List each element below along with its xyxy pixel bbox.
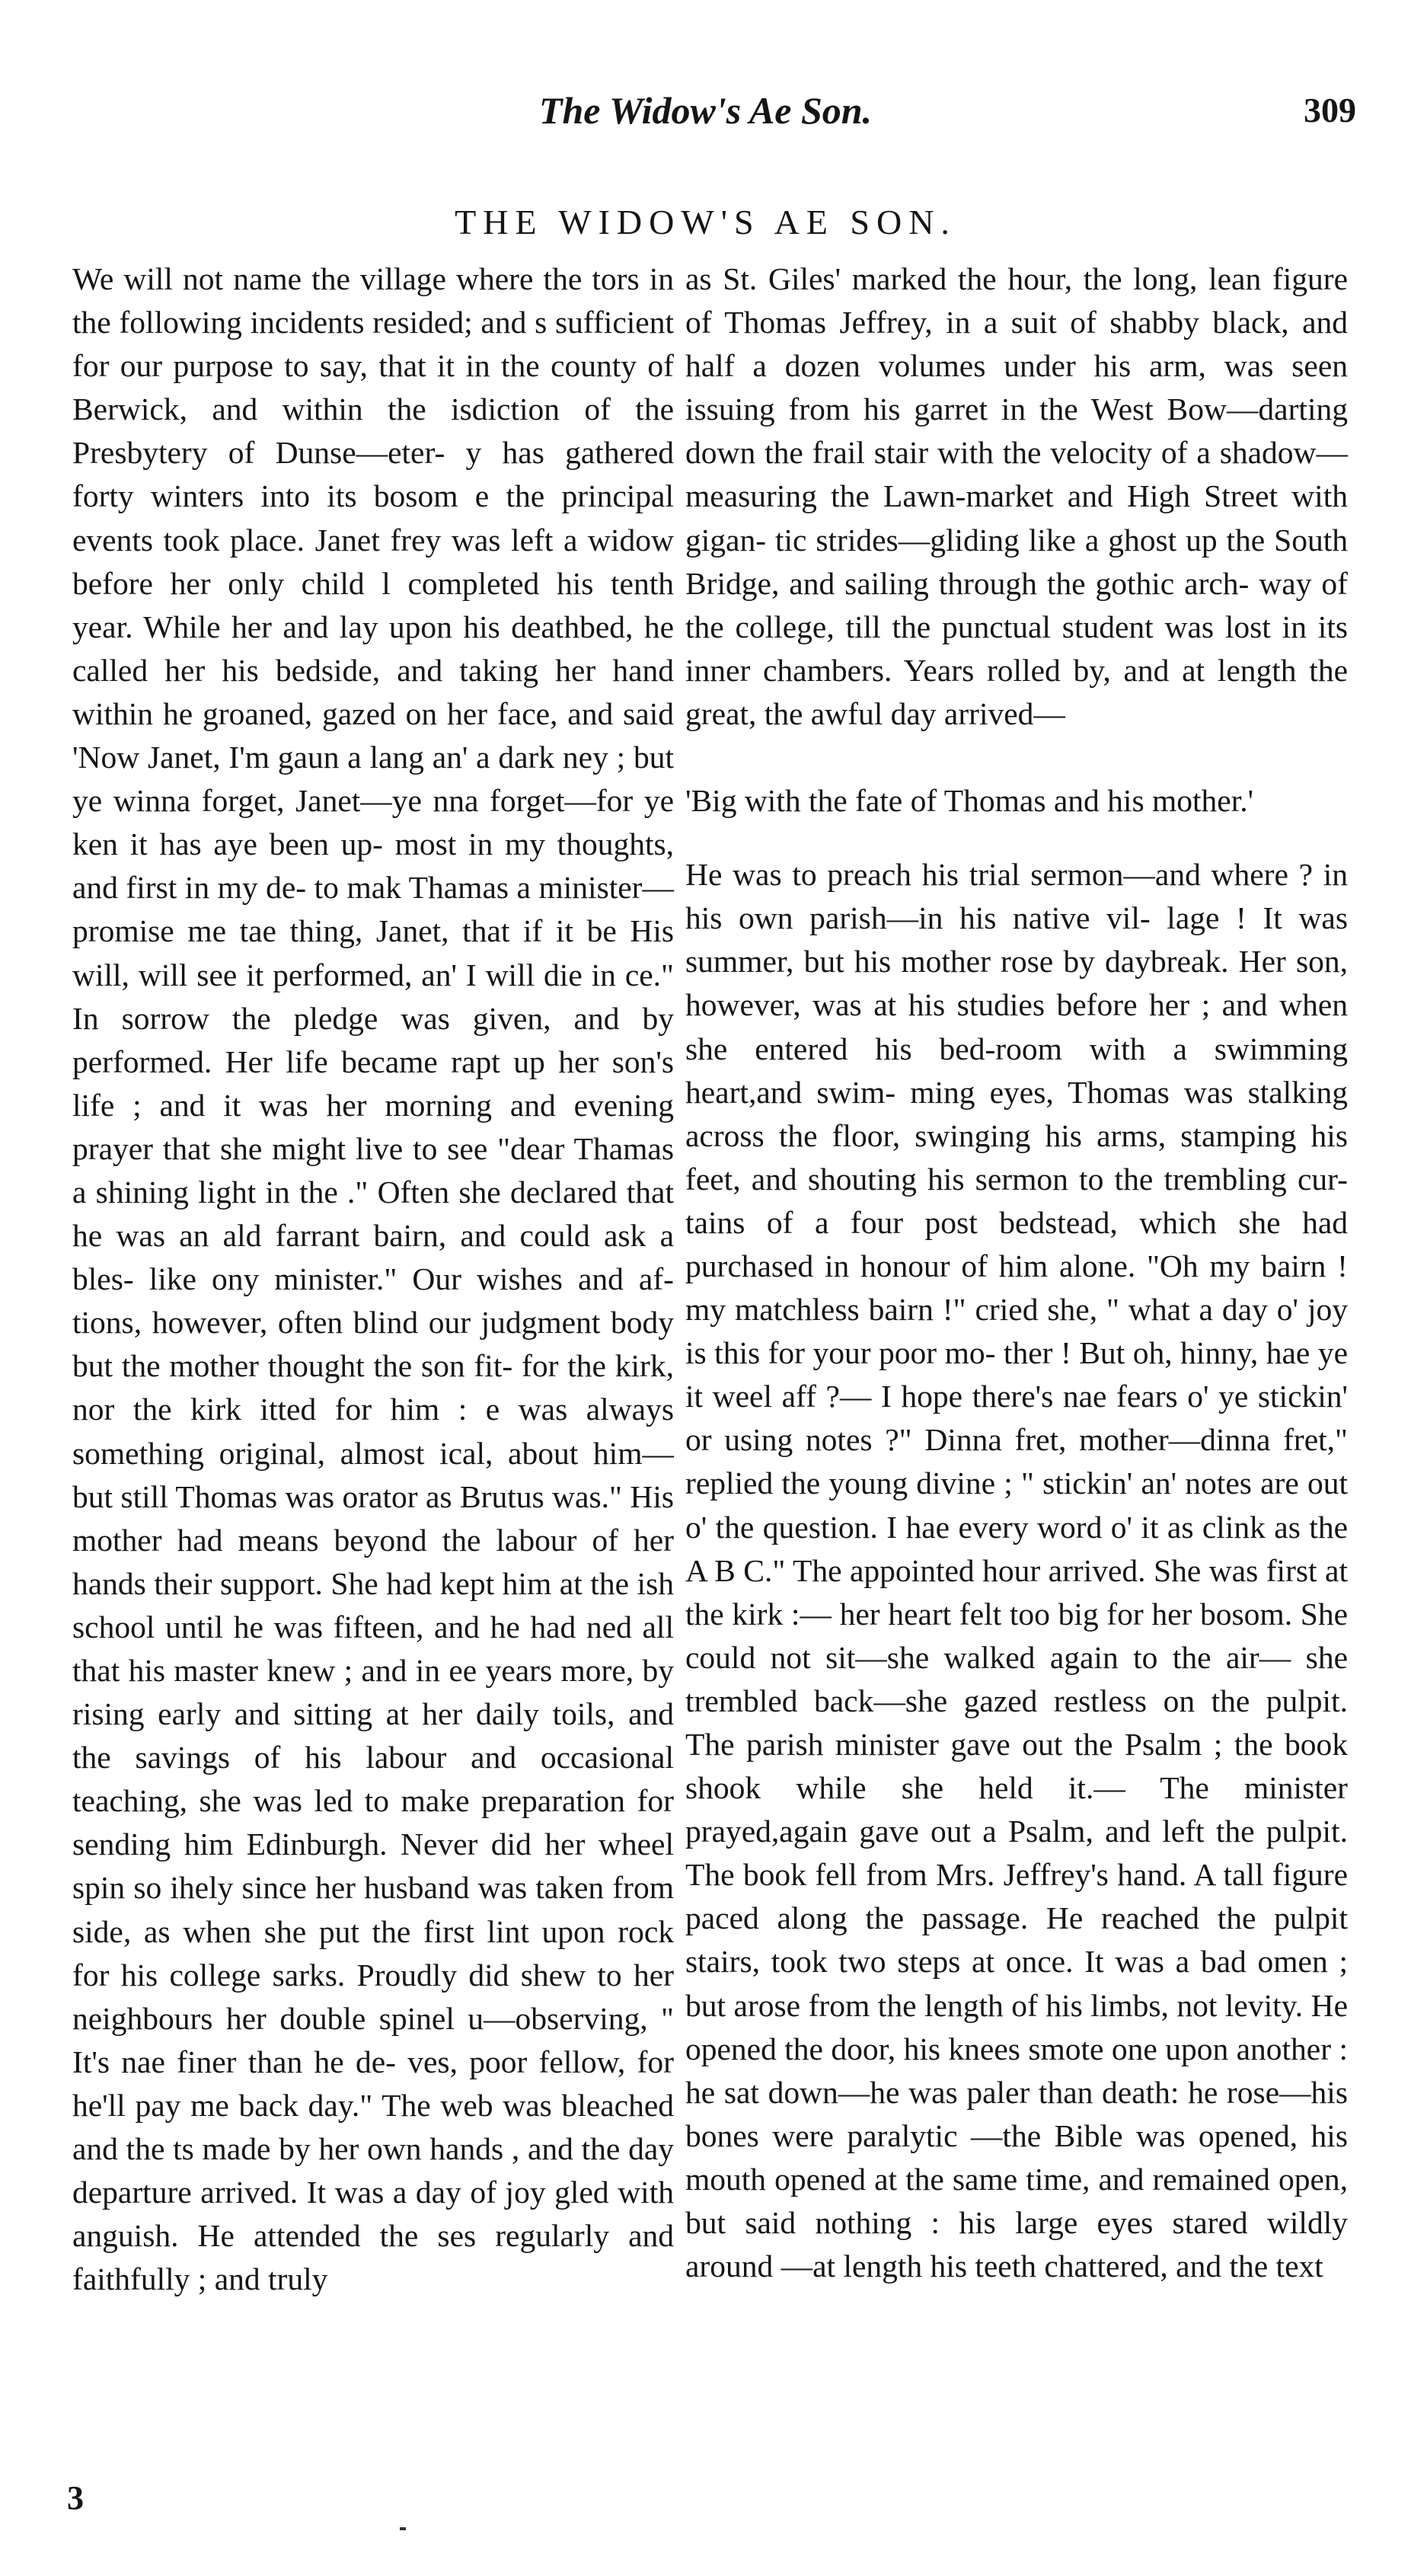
running-head [0,84,1411,137]
running-title: The Widow's Ae Son. [538,89,873,132]
right-column [685,257,1348,2288]
right-column-text-before-quote: as St. Giles' marked the hour, the long, lean figure of Thomas Jeffrey, in a suit of shabby black, and half a dozen volumes under his arm, was seen issuing from his garret in the West Bow—darting down the frail stair with the velocity of a shadow—measuring the Lawn-market and High Street with gigan- tic strides—gliding like a ghost up the South Bridge, and sailing through the gothic arch- way of the college, till the punctual student was lost in its inner chambers. Years rolled by, and at length the great, the awful day arrived— [685,261,1348,731]
left-column-text: We will not name the village where the tors in the following incidents resided; and s sufficient for our purpose to say, that it in the county of Berwick, and within the isdiction of the Presbytery of Dunse—eter- y has gathered forty winters into its bosom e the principal events took place. Janet frey was left a widow before her only child l completed his tenth year. While her and lay upon his deathbed, he called her his bedside, and taking her hand within he groaned, gazed on her face, and said 'Now Janet, I'm gaun a lang an' a dark ney ; but ye winna forget, Janet—ye nna forget—for ye ken it has aye been up- most in my thoughts, and first in my de- to mak Thamas a minister—promise me tae thing, Janet, that if it be His will, will see it performed, an' I will die in ce." In sorrow the pledge was given, and by performed. Her life became rapt up her son's life ; and it was her morning and evening prayer that she might live to see "dear Thamas a shining light in the ." Often she declared that he was an ald farrant bairn, and could ask a bles- like ony minister." Our wishes and af- tions, however, often blind our judgment body but the mother thought the son fit- for the kirk, nor the kirk itted for him : e was always something original, almost ical, about him—but still Thomas was orator as Brutus was." His mother had means beyond the labour of her hands their support. She had kept him at the ish school until he was fifteen, and he had ned all that his master knew ; and in ee years more, by rising early and sitting at her daily toils, and the savings of his labour and occasional teaching, she was led to make preparation for sending him Edinburgh. Never did her wheel spin so ihely since her husband was taken from side, as when she put the first lint upon rock for his college sarks. Proudly did shew to her neighbours her double spinel u—observing, " It's nae finer than he de- ves, poor fellow, for he'll pay me back day." The web was bleached and the ts made by her own hands , and the day departure arrived. It was a day of joy gled with anguish. He attended the ses regularly and faithfully ; and truly [72,261,674,2297]
signature-mark: 3 [67,2479,84,2517]
page-number: 309 [1304,91,1356,129]
left-column [72,257,674,2301]
printer-dash [400,2527,406,2530]
block-quote: 'Big with the fate of Thomas and his mother.' [685,783,1254,819]
article-title: THE WIDOW'S AE SON. [455,203,956,241]
right-column-text-after-quote: He was to preach his trial sermon—and where ? in his own parish—in his native vil- lage ! It was summer, but his mother rose by daybreak. Her son, however, was at his studies before her ; and when she entered his bed-room with a swimming heart,and swim- ming eyes, Thomas was stalking across the floor, swinging his arms, stamping his feet, and shouting his sermon to the trembling cur- tains of a four post bedstead, which she had purchased in honour of him alone. "Oh my bairn ! my matchless bairn !" cried she, " what a day o' joy is this for your poor mo- ther ! But oh, hinny, hae ye it weel aff ?— I hope there's nae fears o' ye stickin' or using notes ?" Dinna fret, mother—dinna fret," replied the young divine ; " stickin' an' notes are out o' the question. I hae every word o' it as clink as the A B C." The appointed hour arrived. She was first at the kirk :— her heart felt too big for her bosom. She could not sit—she walked again to the air— she trembled back—she gazed restless on the pulpit. The parish minister gave out the Psalm ; the book shook while she held it.— The minister prayed,again gave out a Psalm, and left the pulpit. The book fell from Mrs. Jeffrey's hand. A tall figure paced along the passage. He reached the pulpit stairs, took two steps at once. It was a bad omen ; but arose from the length of his limbs, not levity. He opened the door, his knees smote one upon another : he sat down—he was paler than death: he rose—his bones were paralytic —the Bible was opened, his mouth opened at the same time, and remained open, but said nothing : his large eyes stared wildly around —at length his teeth chattered, and the text [685,857,1348,2284]
